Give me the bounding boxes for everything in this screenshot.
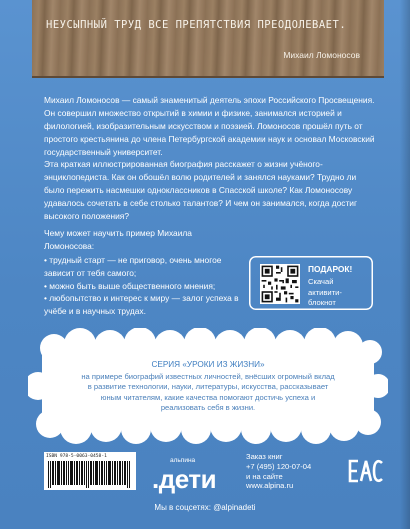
publisher-logo: .дети [152, 464, 217, 494]
eac-mark-icon [348, 458, 384, 484]
lessons-list [44, 254, 244, 318]
description-paragraph-1: Михаил Ломоносов — самый знаменитый деятель эпохи Российского Просвещения. Он совершил множество открытий в химии и физике, занимался историей и филологией, изобразительным искусством и поэзией. Ломоносов прошёл путь от простого крестьянина до члена Петербургской академии наук и основал Московский государственный университет. [44, 95, 375, 158]
order-phone: +7 (495) 120-07-04 [246, 461, 312, 471]
list-item: • можно быть выше общественного мнения; [44, 280, 216, 291]
order-line: Заказ книг [246, 452, 283, 461]
gift-text: Скачай активити-блокнот [308, 277, 342, 308]
spine-shadow [400, 0, 410, 529]
gift-title: ПОДАРОК! [308, 264, 353, 274]
social-media-handle: Мы в соцсетях: @alpinadeti [154, 503, 256, 512]
order-line: и на сайте [246, 471, 283, 481]
series-title: СЕРИЯ «УРОКИ ИЗ ЖИЗНИ» [151, 360, 265, 369]
list-item: • трудный старт — не приговор, очень многое зависит от тебя самого; [44, 255, 222, 278]
barcode-icon [48, 461, 132, 488]
quote-text: НЕУСЫПНЫЙ ТРУД ВСЕ ПРЕПЯТСТВИЯ ПРЕОДОЛЕВАЕТ. [46, 19, 347, 31]
isbn-text: ISBN 978-5-0063-0458-1 [46, 454, 107, 459]
description-paragraph-2: Эта краткая иллюстрированная биография расскажет о жизни учёного-энциклопедиста. Как он обошёл волю родителей и занялся науками? Трудно ли было пережить насмешки одноклассников в Спасской школе? Как Ломоносову удавалось сочетать в себе столько талантов? И чем он занимался, когда достиг высокого положения? [44, 159, 358, 222]
order-website-link[interactable]: www.alpina.ru [246, 481, 294, 491]
publisher-name: альпина [170, 457, 196, 464]
series-description: на примере биографий известных личностей, внёсших огромный вклад в развитие технологии, науки, литературы, искусства, рассказывает юным читателям, какие качества помогают достичь успеха и реализовать себя в жизни. [81, 372, 335, 413]
order-info [246, 452, 346, 491]
list-item: • любопытство и интерес к миру — залог успеха в учёбе и в научных трудах. [44, 293, 239, 317]
quote-author: Михаил Ломоносов [283, 50, 360, 60]
quote-board [32, 0, 384, 78]
lessons-intro: Чему может научить пример Михаила Ломоносова: [44, 228, 192, 251]
qr-code-icon[interactable] [260, 264, 300, 304]
